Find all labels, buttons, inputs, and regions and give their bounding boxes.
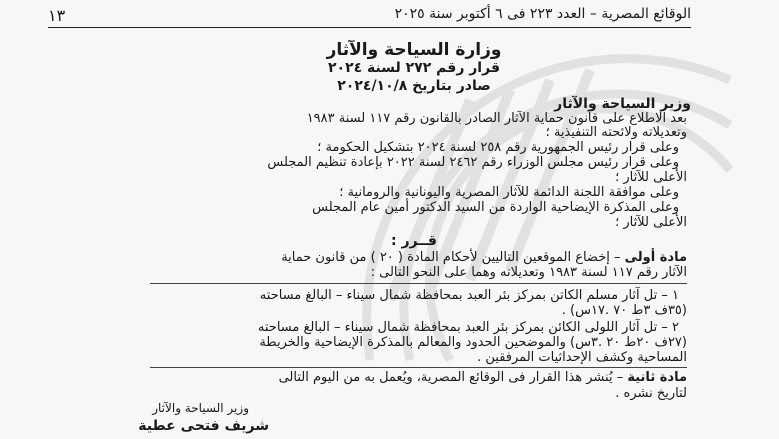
minister-line: وزير السياحة والآثار	[554, 96, 691, 112]
preamble-line: وعلى موافقة اللجنة الدائمة للآثار المصرية واليونانية والرومانية ؛	[339, 185, 679, 200]
issued-date: صادر بتاريخ ٢٠٢٤/١٠/٨	[337, 78, 491, 94]
article-1-line: الآثار رقم ١١٧ لسنة ١٩٨٣ وتعديلاته وهما على النحو التالى :	[370, 265, 687, 280]
article-1-line	[281, 250, 687, 265]
divider	[150, 367, 687, 368]
item-1-line: ١ – تل آثار مسلم الكاتن بمركز بئر العبد بمحافظة شمال سيناء – البالغ مساحته	[259, 288, 679, 303]
article-2-line	[279, 370, 687, 385]
preamble-line: وتعديلاته ولائحته التنفيذية ؛	[545, 125, 687, 140]
item-2-line: المساحية وكشف الإحداثيات المرفقين .	[477, 350, 687, 365]
article-1-label: مادة أولى	[624, 250, 687, 265]
preamble-line: بعد الاطلاع على قانون حماية الآثار الصادر بالقانون رقم ١١٧ لسنة ١٩٨٣	[306, 111, 687, 126]
article-2-label: مادة ثانية	[627, 370, 687, 385]
ministry-title: وزارة السياحة والآثار	[326, 40, 502, 60]
page-number: ١٣	[48, 6, 66, 25]
signature-title: وزير السياحة والآثار	[152, 401, 249, 415]
item-2-line: ٢ – تل آثار اللولى الكائن بمركز بئر العبد بمحافظة شمال سيناء – البالغ مساحته	[257, 320, 679, 335]
decides-heading: قــرر :	[391, 233, 437, 249]
header-rule	[48, 27, 691, 28]
preamble-line: الأعلى للآثار ؛	[615, 215, 687, 230]
preamble-line: وعلى المذكرة الإيضاحية الواردة من السيد الدكتور أمين عام المجلس	[312, 200, 679, 215]
article-2-line: لتاريخ نشره .	[615, 386, 687, 401]
article-2-text: – يُنشر هذا القرار فى الوقائع المصرية، ويُعمل به من اليوم التالى	[278, 370, 624, 385]
running-title: الوقائع المصرية – العدد ٢٢٣ فى ٦ أكتوبر سنة ٢٠٢٥	[394, 6, 691, 22]
article-1-text: – إخضاع الموقعين التاليين لأحكام المادة ( ٢٠ ) من قانون حماية	[281, 250, 621, 265]
decree-number: قرار رقم ٢٧٢ لسنة ٢٠٢٤	[328, 60, 500, 76]
running-header	[48, 6, 691, 28]
divider	[150, 283, 687, 284]
preamble-line: وعلى قرار رئيس الجمهورية رقم ٢٥٨ لسنة ٢٠٢٤ بتشكيل الحكومة ؛	[317, 140, 679, 155]
signature-name: شريف فتحى عطية	[138, 418, 269, 434]
item-2-line: (٢٧ف ٢٠ط ٢٠ .٣س) والموضحين الحدود والمعالم بالمذكرة الإيضاحية والخريطة	[259, 335, 687, 350]
preamble-line: وعلى قرار رئيس مجلس الوزراء رقم ٢٤٦٢ لسنة ٢٠٢٢ بإعادة تنظيم المجلس	[267, 155, 679, 170]
preamble-line: الأعلى للآثار ؛	[615, 170, 687, 185]
item-1-line: (٣٥ف ٣ط ٧٠ .١٧س) .	[561, 303, 687, 318]
